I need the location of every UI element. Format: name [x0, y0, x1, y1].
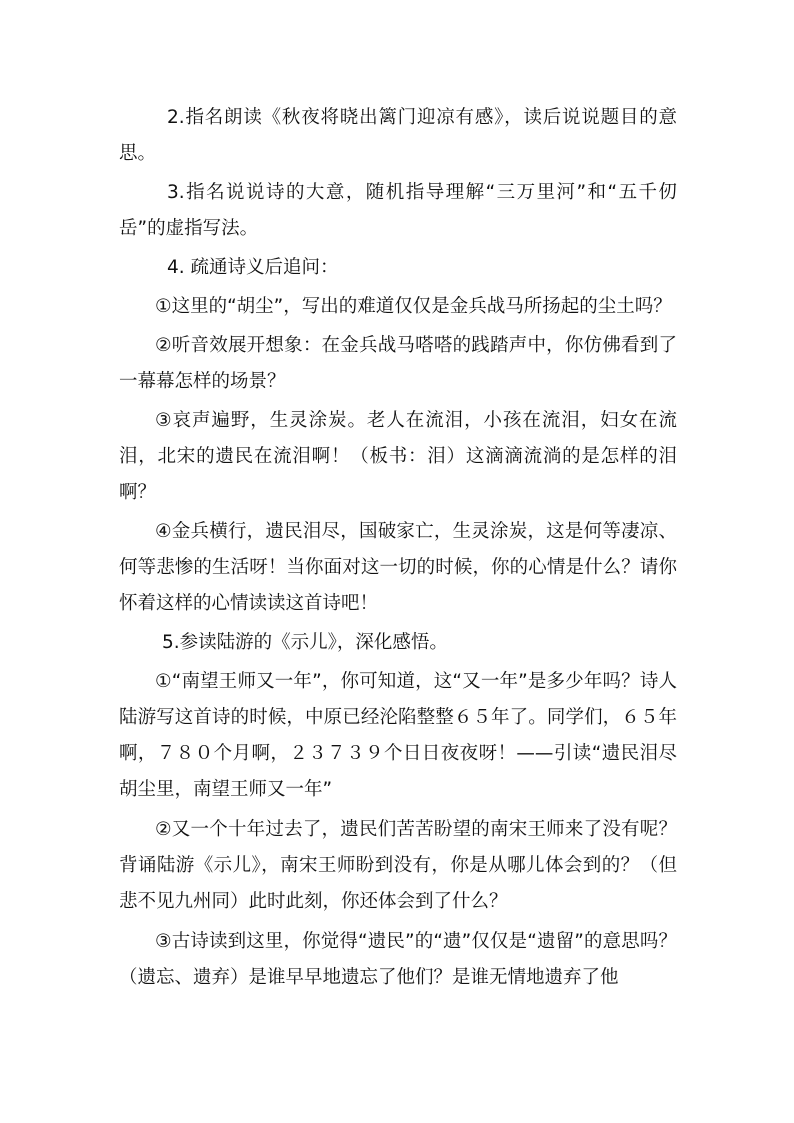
document-body: [119, 100, 677, 996]
paragraph-reading-2: ②又一个十年过去了，遗民们苦苦盼望的南宋王师来了没有呢？背诵陆游《示儿》，南宋王师盼到没有，你是从哪儿体会到的？（但悲不见九州同）此时此刻，你还体会到了什么？: [119, 819, 677, 912]
paragraph-reading-1: ①“南望王师又一年”，你可知道，这“又一年”是多少年吗？诗人陆游写这首诗的时候，中原已经沦陷整整６５年了。同学们，６５年啊，７８０个月啊，２３７３９个日日夜夜呀！——引读“遗民泪尽胡尘里，南望王师又一年”: [119, 671, 677, 800]
paragraph-step-2: 2.指名朗读《秋夜将晓出篱门迎凉有感》，读后说说题目的意思。: [119, 107, 677, 164]
paragraph-reading-3: ③古诗读到这里，你觉得“遗民”的“遗”仅仅是“遗留”的意思吗？（遗忘、遗弃）是谁早早地遗忘了他们？是谁无情地遗弃了他: [119, 931, 677, 988]
paragraph-step-4: 4. 疏通诗义后追问：: [167, 257, 339, 278]
paragraph-step-3: 3.指名说说诗的大意，随机指导理解“三万里河”和“五千仞岳”的虚指写法。: [119, 182, 677, 239]
paragraph-question-3: ③哀声遍野，生灵涂炭。老人在流泪，小孩在流泪，妇女在流泪，北宋的遗民在流泪啊！（板书：泪）这滴滴流淌的是怎样的泪啊？: [119, 410, 677, 503]
paragraph-question-1: ①这里的“胡尘”，写出的难道仅仅是金兵战马所扬起的尘土吗？: [155, 296, 672, 317]
paragraph-question-2: ②听音效展开想象：在金兵战马嗒嗒的践踏声中，你仿佛看到了一幕幕怎样的场景？: [119, 335, 677, 392]
paragraph-question-4: ④金兵横行，遗民泪尽，国破家亡，生灵涂炭，这是何等凄凉、何等悲惨的生活呀！当你面对这一切的时候，你的心情是什么？请你怀着这样的心情读读这首诗吧！: [119, 521, 677, 614]
paragraph-step-5: 5.参读陆游的《示儿》，深化感悟。: [162, 632, 448, 653]
